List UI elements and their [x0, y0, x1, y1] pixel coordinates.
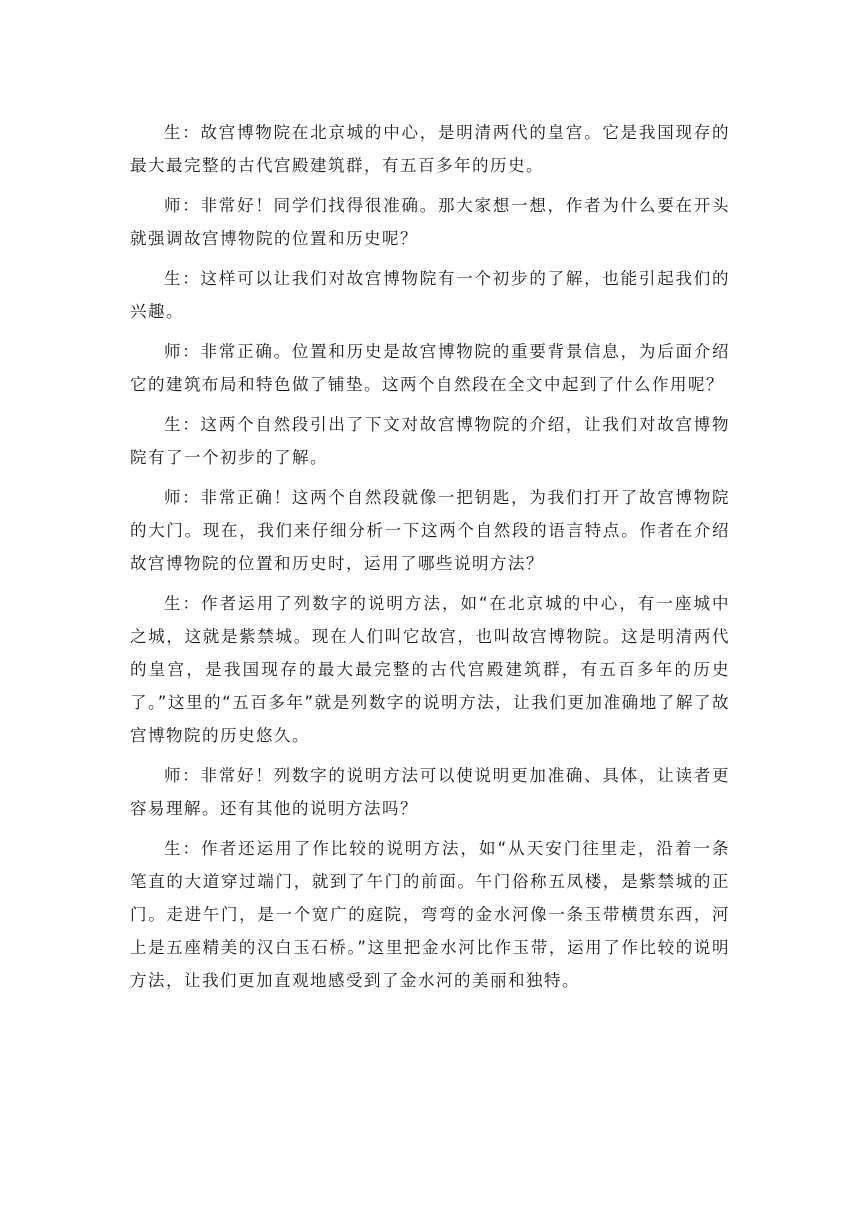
- paragraph-student-answer-2: 生：这样可以让我们对故宫博物院有一个初步的了解，也能引起我们的兴趣。: [130, 269, 730, 321]
- paragraph-student-answer-4: 生：作者运用了列数字的说明方法，如“在北京城的中心，有一座城中之城，这就是紫禁城。现在人们叫它故宫，也叫故宫博物院。这是明清两代的皇宫，是我国现存的最大最完整的古代宫殿建筑群，有五百多年的历史了。”这里的“五百多年”就是列数字的说明方法，让我们更加准确地了解了故宫博物院的历史悠久。: [130, 594, 730, 745]
- paragraph-teacher-question-2: 师：非常正确。位置和历史是故宫博物院的重要背景信息，为后面介绍它的建筑布局和特色做了铺垫。这两个自然段在全文中起到了什么作用呢？: [130, 342, 730, 394]
- paragraph-student-answer-5: 生：作者还运用了作比较的说明方法，如“从天安门往里走，沿着一条笔直的大道穿过端门，就到了午门的前面。午门俗称五凤楼，是紫禁城的正门。走进午门，是一个宽广的庭院，弯弯的金水河像一条玉带横贯东西，河上是五座精美的汉白玉石桥。”这里把金水河比作玉带，运用了作比较的说明方法，让我们更加直观地感受到了金水河的美丽和独特。: [130, 839, 730, 990]
- paragraph-student-answer-1: 生：故宫博物院在北京城的中心，是明清两代的皇宫。它是我国现存的最大最完整的古代宫殿建筑群，有五百多年的历史。: [130, 123, 730, 175]
- paragraph-student-answer-3: 生：这两个自然段引出了下文对故宫博物院的介绍，让我们对故宫博物院有了一个初步的了解。: [130, 415, 730, 467]
- paragraph-teacher-question-3: 师：非常正确！这两个自然段就像一把钥匙，为我们打开了故宫博物院的大门。现在，我们来仔细分析一下这两个自然段的语言特点。作者在介绍故宫博物院的位置和历史时，运用了哪些说明方法？: [130, 488, 730, 573]
- paragraph-teacher-question-1: 师：非常好！同学们找得很准确。那大家想一想，作者为什么要在开头就强调故宫博物院的位置和历史呢？: [130, 196, 730, 248]
- paragraph-teacher-question-4: 师：非常好！列数字的说明方法可以使说明更加准确、具体，让读者更容易理解。还有其他的说明方法吗？: [130, 766, 730, 818]
